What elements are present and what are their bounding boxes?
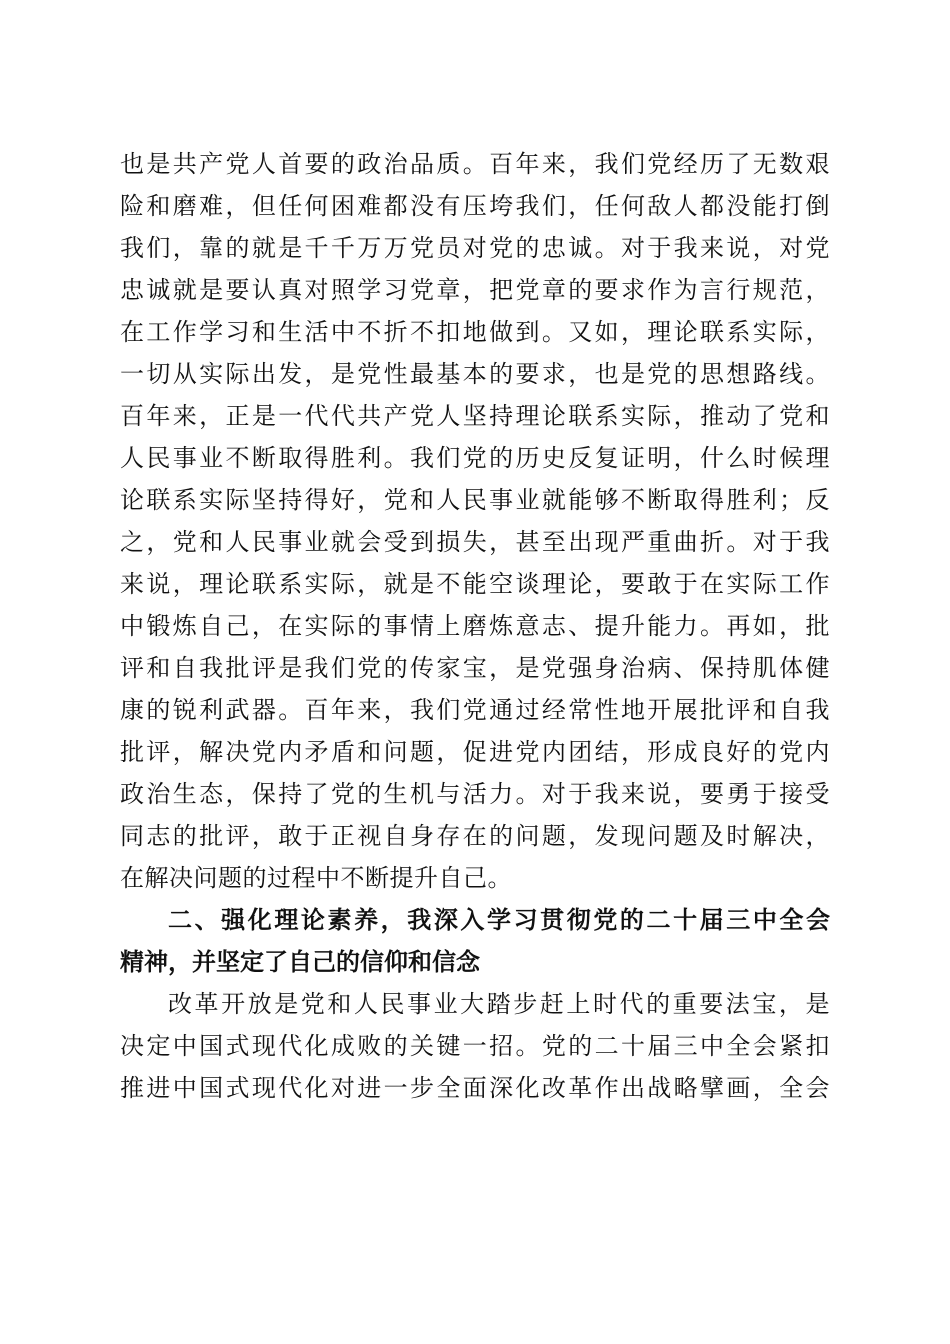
paragraph-1-line-13: 评和自我批评是我们党的传家宝，是党强身治病、保持肌体健: [120, 654, 830, 682]
paragraph-1-line-16: 政治生态，保持了党的生机与活力。对于我来说，要勇于接受: [120, 780, 830, 808]
paragraph-2-line-3: 推进中国式现代化对进一步全面深化改革作出战略擘画，全会: [120, 1074, 830, 1102]
paragraph-1-line-9: 论联系实际坚持得好，党和人民事业就能够不断取得胜利；反: [120, 486, 830, 514]
paragraph-1-line-12: 中锻炼自己，在实际的事情上磨炼意志、提升能力。再如，批: [120, 612, 830, 640]
paragraph-2-line-2: 决定中国式现代化成败的关键一招。党的二十届三中全会紧扣: [120, 1032, 830, 1060]
paragraph-1-line-17: 同志的批评，敢于正视自身存在的问题，发现问题及时解决，: [120, 822, 830, 850]
paragraph-1-line-6: 一切从实际出发，是党性最基本的要求，也是党的思想路线。: [120, 360, 830, 388]
section-heading-line-1: 二、强化理论素养，我深入学习贯彻党的二十届三中全会: [168, 906, 830, 934]
paragraph-1-line-4: 忠诚就是要认真对照学习党章，把党章的要求作为言行规范，: [120, 276, 830, 304]
paragraph-1-line-18: 在解决问题的过程中不断提升自己。: [120, 864, 512, 892]
paragraph-1-line-15: 批评，解决党内矛盾和问题，促进党内团结，形成良好的党内: [120, 738, 830, 766]
document-body: [120, 143, 830, 1109]
paragraph-2-line-1: 改革开放是党和人民事业大踏步赶上时代的重要法宝，是: [168, 990, 830, 1018]
paragraph-1-line-5: 在工作学习和生活中不折不扣地做到。又如，理论联系实际，: [120, 318, 830, 346]
paragraph-1-line-3: 我们，靠的就是千千万万党员对党的忠诚。对于我来说，对党: [120, 234, 830, 262]
paragraph-1-line-8: 人民事业不断取得胜利。我们党的历史反复证明，什么时候理: [120, 444, 830, 472]
paragraph-1-line-11: 来说，理论联系实际，就是不能空谈理论，要敢于在实际工作: [120, 570, 830, 598]
paragraph-1-line-1: 也是共产党人首要的政治品质。百年来，我们党经历了无数艰: [120, 150, 830, 178]
paragraph-1-line-10: 之，党和人民事业就会受到损失，甚至出现严重曲折。对于我: [120, 528, 830, 556]
paragraph-1-line-14: 康的锐利武器。百年来，我们党通过经常性地开展批评和自我: [120, 696, 830, 724]
paragraph-1-line-7: 百年来，正是一代代共产党人坚持理论联系实际，推动了党和: [120, 402, 830, 430]
section-heading-line-2: 精神，并坚定了自己的信仰和信念: [120, 948, 480, 976]
paragraph-1-line-2: 险和磨难，但任何困难都没有压垮我们，任何敌人都没能打倒: [120, 192, 830, 220]
